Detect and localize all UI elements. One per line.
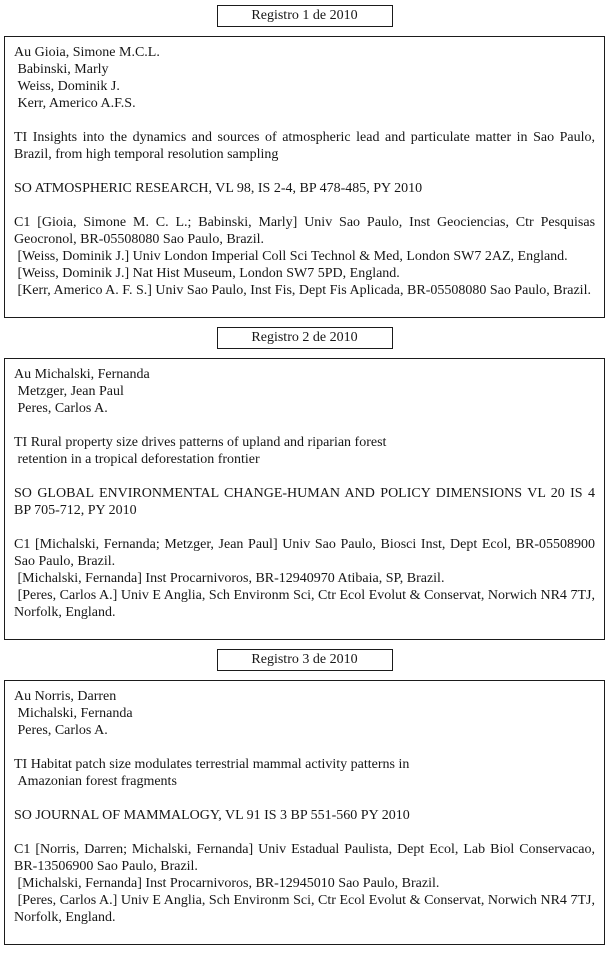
record-2-source-text: GLOBAL ENVIRONMENTAL CHANGE-HUMAN AND POLICY DIMENSIONS VL 20 IS 4 BP 705-712, PY 2010	[14, 486, 595, 518]
record-3-title-label: TI	[14, 757, 28, 772]
record-2-title-label: TI	[14, 435, 28, 450]
record-1-tab	[217, 5, 393, 27]
record-1-authors-text: Gioia, Simone M.C.L. Babinski, Marly Weiss, Dominik J. Kerr, Americo A.F.S.	[17, 45, 160, 111]
record-1-title-field	[14, 129, 595, 163]
record-1-title-label: TI	[14, 130, 28, 145]
record-2-authors-text: Michalski, Fernanda Metzger, Jean Paul Peres, Carlos A.	[17, 367, 150, 416]
record-1-addresses-label: C1	[14, 215, 31, 230]
record-1-title-text: Insights into the dynamics and sources of atmospheric lead and particulate matter in Sao Paulo, Brazil, from high temporal resolution sampling	[14, 130, 595, 162]
record-3-authors-label: Au	[14, 689, 32, 704]
record-2-title-field	[14, 434, 595, 468]
record-2-title-text: Rural property size drives patterns of upland and riparian forest retention in a tropical deforestation frontier	[17, 435, 387, 467]
record-3-addresses-field	[14, 841, 595, 926]
record-3-source-label: SO	[14, 808, 32, 823]
record-2-tab	[217, 327, 393, 349]
record-2-addresses-label: C1	[14, 537, 31, 552]
record-1-source-text: ATMOSPHERIC RESEARCH, VL 98, IS 2-4, BP 478-485, PY 2010	[34, 181, 423, 196]
record-2-box	[4, 358, 605, 640]
record-1-addresses-field	[14, 214, 595, 299]
record-1	[4, 5, 605, 318]
record-2-tab-label: Registro 2 de 2010	[251, 330, 358, 345]
record-3	[4, 649, 605, 945]
record-1-source-field	[14, 180, 595, 197]
record-1-authors-label: Au	[14, 45, 32, 60]
record-2-addresses-field	[14, 536, 595, 621]
record-3-title-field	[14, 756, 595, 790]
record-3-source-text: JOURNAL OF MAMMALOGY, VL 91 IS 3 BP 551-560 PY 2010	[35, 808, 410, 823]
record-2-authors-field	[14, 366, 595, 417]
record-3-authors-text: Norris, Darren Michalski, Fernanda Peres, Carlos A.	[17, 689, 133, 738]
record-2-source-label: SO	[14, 486, 32, 501]
record-3-tab-label: Registro 3 de 2010	[251, 652, 358, 667]
record-2-source-field	[14, 485, 595, 519]
record-3-authors-field	[14, 688, 595, 739]
record-1-addresses-text: [Gioia, Simone M. C. L.; Babinski, Marly] Univ Sao Paulo, Inst Geociencias, Ctr Pesquisas Geocronol, BR-05508080 Sao Paulo, Brazil. [Weiss, Dominik J.] Univ London Imperial Coll Sci Technol & Med, London SW7 2AZ, England. [Weiss, Dominik J.] Nat Hist Museum, London SW7 5PD, England. [Kerr, Americo A. F. S.] Univ Sao Paulo, Inst Fis, Dept Fis Aplicada, BR-05508080 Sao Paulo, Brazil.	[14, 215, 596, 298]
record-3-addresses-text: [Norris, Darren; Michalski, Fernanda] Univ Estadual Paulista, Dept Ecol, Lab Biol Conservacao, BR-13506900 Sao Paulo, Brazil. [Michalski, Fernanda] Inst Procarnivoros, BR-12945010 Sao Paulo, Brazil. [Peres, Carlos A.] Univ E Anglia, Sch Environm Sci, Ctr Ecol Evolut & Conservat, Norwich NR4 7TJ, Norfolk, England.	[14, 842, 595, 925]
record-2-addresses-text: [Michalski, Fernanda; Metzger, Jean Paul] Univ Sao Paulo, Biosci Inst, Dept Ecol, BR-05508900 Sao Paulo, Brazil. [Michalski, Fernanda] Inst Procarnivoros, BR-12940970 Atibaia, SP, Brazil. [Peres, Carlos A.] Univ E Anglia, Sch Environm Sci, Ctr Ecol Evolut & Conservat, Norwich NR4 7TJ, Norfolk, England.	[14, 537, 595, 620]
record-3-tab	[217, 649, 393, 671]
record-1-authors-field	[14, 44, 595, 112]
record-3-box	[4, 680, 605, 945]
record-1-box	[4, 36, 605, 318]
record-1-source-label: SO	[14, 181, 32, 196]
record-3-title-text: Habitat patch size modulates terrestrial mammal activity patterns in Amazonian forest fragments	[17, 757, 410, 789]
record-3-source-field	[14, 807, 595, 824]
record-1-tab-label: Registro 1 de 2010	[251, 8, 358, 23]
record-3-addresses-label: C1	[14, 842, 31, 857]
record-2-authors-label: Au	[14, 367, 32, 382]
record-2	[4, 327, 605, 640]
